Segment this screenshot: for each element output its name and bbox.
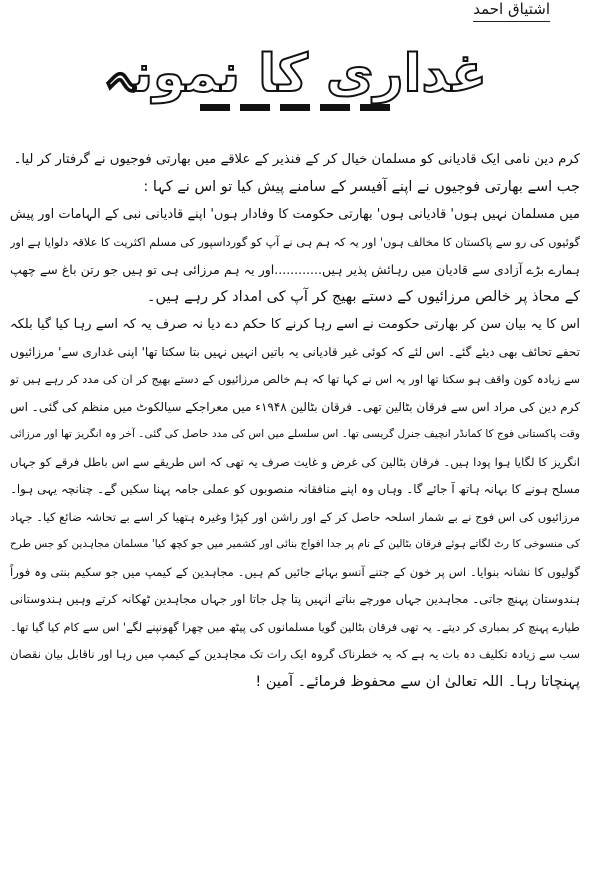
body-line: گوئیوں کی رو سے پاکستان کا مخالف ہوں' اور یہ کہ ہم ہی نے آپ کو گورداسپور کی مسلم اکثریت کا علاقہ دلوایا ہے اور <box>10 235 580 249</box>
body-line: تحفے تحائف بھی دیئے گئے۔ اس لئے کہ کوئی غیر قادیانی یہ باتیں انہیں نہیں بتا سکتا تھا' اپنی غداری سے' مرزائیوں <box>10 344 580 359</box>
body-line: مسلح ہونے کا بہانہ ہاتھ آ جائے گا۔ وہاں وہ اپنے منافقانہ منصوبوں کو عملی جامہ پہنا سکیں گے۔ چنانچہ یہی ہوا۔ <box>10 482 580 496</box>
dash-mark <box>320 104 350 111</box>
title-area <box>0 34 590 114</box>
body-line: ہندوستان پہنچ جاتی۔ مجاہدین جہاں مورچے بناتے انہیں پتا چل جاتا اور جہاں مجاہدین ٹھکانہ کرتے وہیں ہندوستانی <box>10 592 580 606</box>
body-line: طیارے پہنچ کر بمباری کر دیتے۔ یہ تھی فرقان بٹالین گویا مسلمانوں کی پیٹھ میں چھرا گھونپنے لگے' اس سے کام کیا گیا تھا۔ <box>10 620 580 634</box>
author-name: اشتیاق احمد <box>473 0 550 22</box>
body-line: سے زیادہ کون واقف ہو سکتا تھا اور یہ اس نے کہا تھا کہ ہم خالص مرزائیوں کے دستے بھیج کر ان کی مدد کر رہے ہیں تو <box>10 373 580 386</box>
dash-mark <box>280 104 310 111</box>
body-line: کرم دین نامی ایک قادیانی کو مسلمان خیال کر کے فنذیر کے علاقے میں بھارتی فوجیوں نے گرفتار کر لیا۔ <box>13 152 580 167</box>
dash-mark <box>200 104 230 111</box>
body-line: سب سے زیادہ تکلیف دہ بات یہ ہے کہ یہ خطرناک گروہ ایک رات تک مجاہدین کے کیمپ میں رہا اور ناقابل بیان نقصان <box>10 647 580 661</box>
body-line: کے محاذ پر خالص مرزائیوں کے دستے بھیج کر آپ کی امداد کر رہے ہیں۔ <box>147 288 580 305</box>
body-line: مرزائیوں کی اس فوج نے بے شمار اسلحہ حاصل کر کے اور راشن اور کپڑا وغیرہ ہتھیا کر اسے بے تحاشہ ضائع کیا۔ جہاد <box>10 509 580 524</box>
body-line: وقت پاکستانی فوج کا کمانڈر انچیف جنرل گریسی تھا۔ اس سلسلے میں اس کی مدد حاصل کی گئی۔ آخر وہ انگریز تھا اور مرزائی <box>10 428 580 440</box>
body-line: کی منسوخی کا رٹ لگاتے ہوئے فرقان بٹالین کے نام پر جدا افواج بنائی اور کشمیر میں جو کچھ کیا' مسلمان مجاہدین کو جس طرح <box>10 538 580 550</box>
title-underline-dashes <box>0 104 590 111</box>
body-line: میں مسلمان نہیں ہوں' قادیانی ہوں' بھارتی حکومت کا وفادار ہوں' اپنے قادیانی نبی کے الہامات اور پیش <box>10 207 580 222</box>
body-line: جب اسے بھارتی فوجیوں نے اپنے آفیسر کے سامنے پیش کیا تو اس نے کہا : <box>143 178 580 195</box>
body-line: ہمارے بڑے آزادی سے قادیان میں رہائش پذیر ہیں............اور یہ ہم مرزائی ہی تو ہیں جو رتن باغ سے چھپ <box>10 262 580 277</box>
dash-mark <box>240 104 270 111</box>
article-body <box>10 146 580 696</box>
body-line: اس کا یہ بیان سن کر بھارتی حکومت نے اسے رہا کرنے کا حکم دے دیا نہ صرف یہ کہ اسے رہا کیا گیا بلکہ <box>10 317 580 332</box>
body-line: پہنچاتا رہا۔ اللہ تعالیٰ ان سے محفوظ فرمائے۔ آمین ! <box>255 673 580 690</box>
dash-mark <box>360 104 390 111</box>
body-line: انگریز کا لگایا ہوا پودا ہیں۔ فرقان بٹالین کی غرض و غایت صرف یہ تھی کہ اس طریقے سے اس باطل فرقے کو جہاں <box>10 454 580 469</box>
article-title: غداری کا نمونہ <box>103 44 487 104</box>
body-line: گولیوں کا نشانہ بنوایا۔ اس پر خون کے جتنے آنسو بہائے جائیں کم ہیں۔ مجاہدین کے کیمپ میں جو سکیم بنتی وہ فوراً <box>10 564 580 579</box>
body-line: کرم دین کی مراد اس سے فرقان بٹالین تھی۔ فرقان بٹالین ۱۹۴۸ء میں معراجکے سیالکوٹ میں منظم کی گئی۔ اس <box>10 399 580 414</box>
